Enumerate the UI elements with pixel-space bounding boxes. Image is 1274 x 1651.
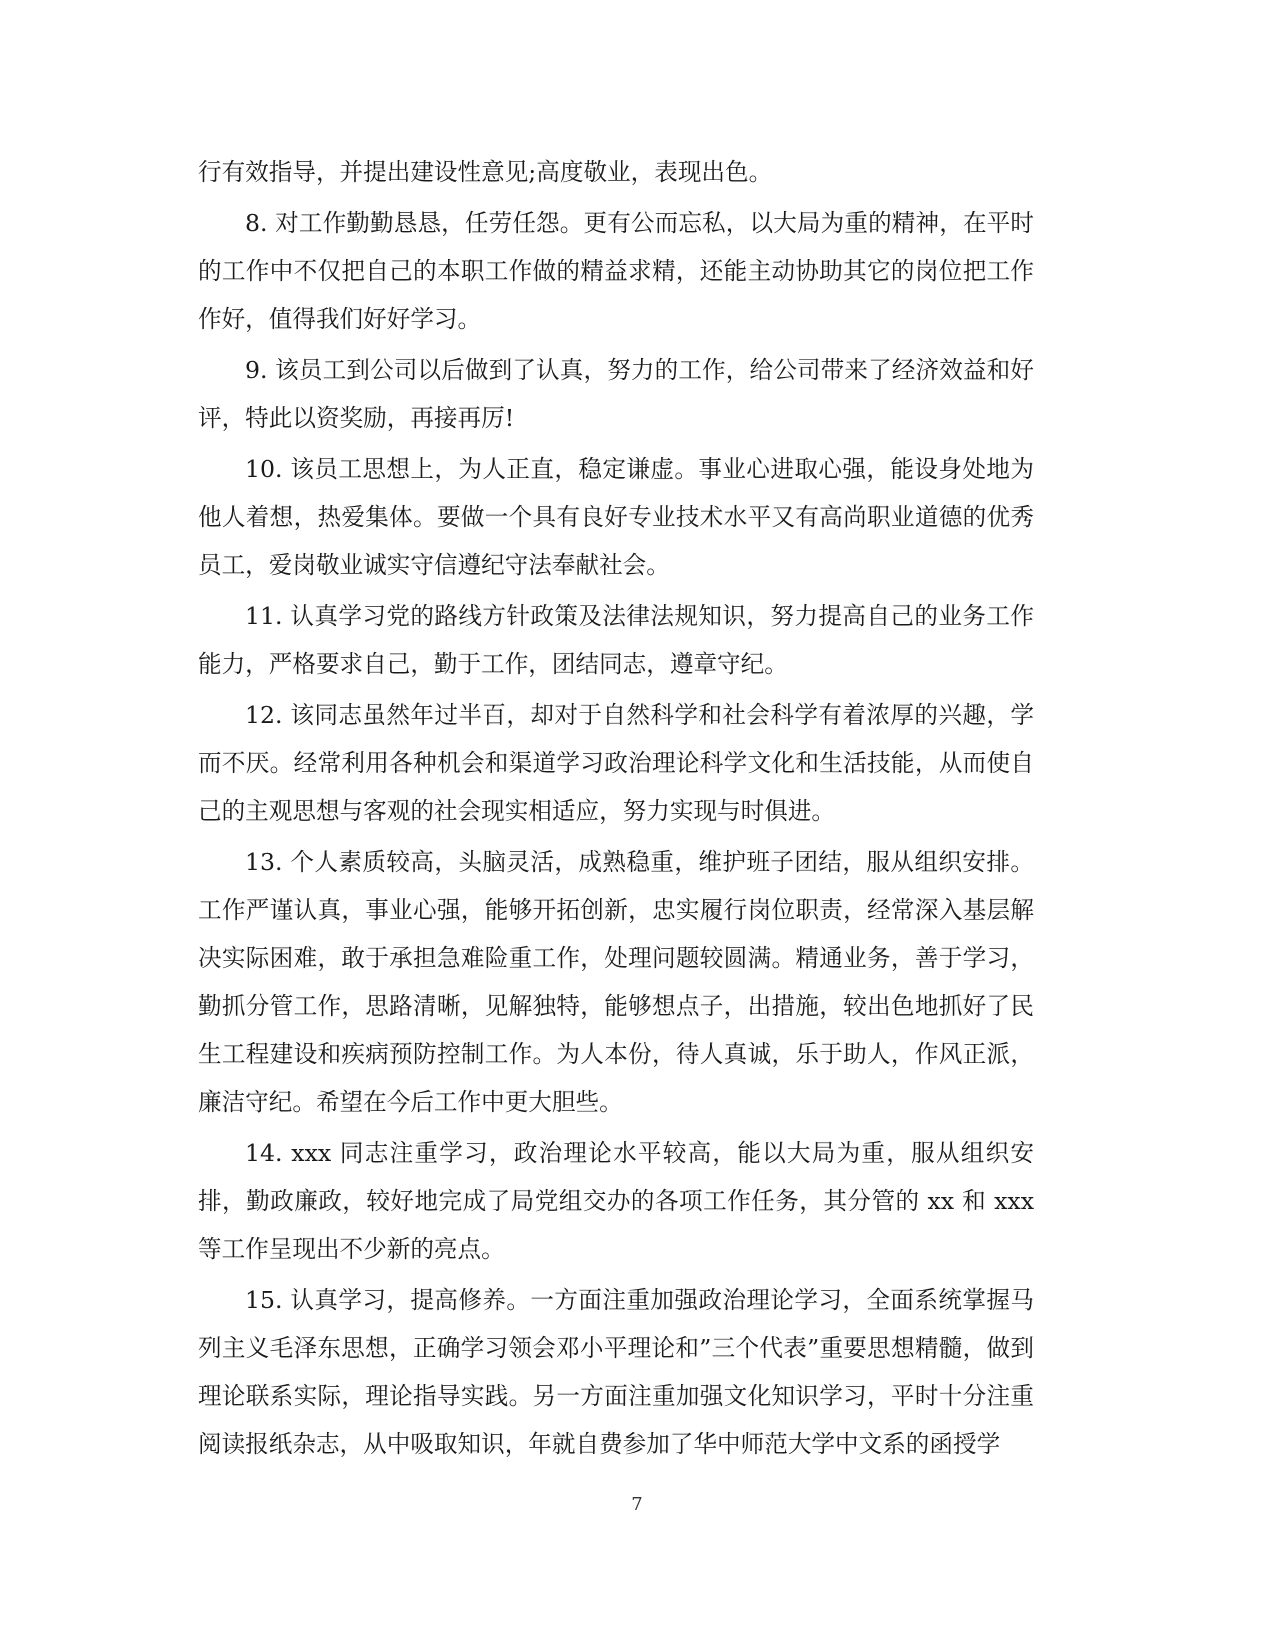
- paragraph-item-10: 10. 该员工思想上，为人正直，稳定谦虚。事业心进取心强，能设身处地为他人着想，热爱集体。要做一个具有良好专业技术水平又有高尚职业道德的优秀员工，爱岗敬业诚实守信遵纪守法奉献社会。: [198, 455, 1034, 579]
- paragraph-item-11: 11. 认真学习党的路线方针政策及法律法规知识，努力提高自己的业务工作能力，严格要求自己，勤于工作，团结同志，遵章守纪。: [198, 602, 1034, 678]
- page-number: 7: [631, 1494, 643, 1515]
- paragraph-item-15: 15. 认真学习，提高修养。一方面注重加强政治理论学习，全面系统掌握马列主义毛泽东思想，正确学习领会邓小平理论和”三个代表”重要思想精髓，做到理论联系实际，理论指导实践。另一方面注重加强文化知识学习，平时十分注重阅读报纸杂志，从中吸取知识，年就自费参加了华中师范大学中文系的函授学: [198, 1286, 1034, 1458]
- paragraph-item-13: 13. 个人素质较高，头脑灵活，成熟稳重，维护班子团结，服从组织安排。工作严谨认真，事业心强，能够开拓创新，忠实履行岗位职责，经常深入基层解决实际困难，敢于承担急难险重工作，处理问题较圆满。精通业务，善于学习，勤抓分管工作，思路清晰，见解独特，能够想点子，出措施，较出色地抓好了民生工程建设和疾病预防控制工作。为人本份，待人真诚，乐于助人，作风正派，廉洁守纪。希望在今后工作中更大胆些。: [198, 848, 1034, 1116]
- paragraph-item-8: 8. 对工作勤勤恳恳，任劳任怨。更有公而忘私，以大局为重的精神，在平时的工作中不仅把自己的本职工作做的精益求精，还能主动协助其它的岗位把工作作好，值得我们好好学习。: [198, 209, 1034, 333]
- document-body: [0, 148, 1274, 1471]
- paragraph-continuation: 行有效指导，并提出建设性意见;高度敬业，表现出色。: [198, 158, 773, 186]
- paragraph-item-14: 14. xxx 同志注重学习，政治理论水平较高，能以大局为重，服从组织安排，勤政廉政，较好地完成了局党组交办的各项工作任务，其分管的 xx 和 xxx 等工作呈现出不少新的亮点。: [198, 1139, 1034, 1263]
- paragraph-item-9: 9. 该员工到公司以后做到了认真，努力的工作，给公司带来了经济效益和好评，特此以资奖励，再接再厉!: [198, 356, 1034, 432]
- paragraph-item-12: 12. 该同志虽然年过半百，却对于自然科学和社会科学有着浓厚的兴趣，学而不厌。经常利用各种机会和渠道学习政治理论科学文化和生活技能，从而使自己的主观思想与客观的社会现实相适应，努力实现与时俱进。: [198, 701, 1034, 825]
